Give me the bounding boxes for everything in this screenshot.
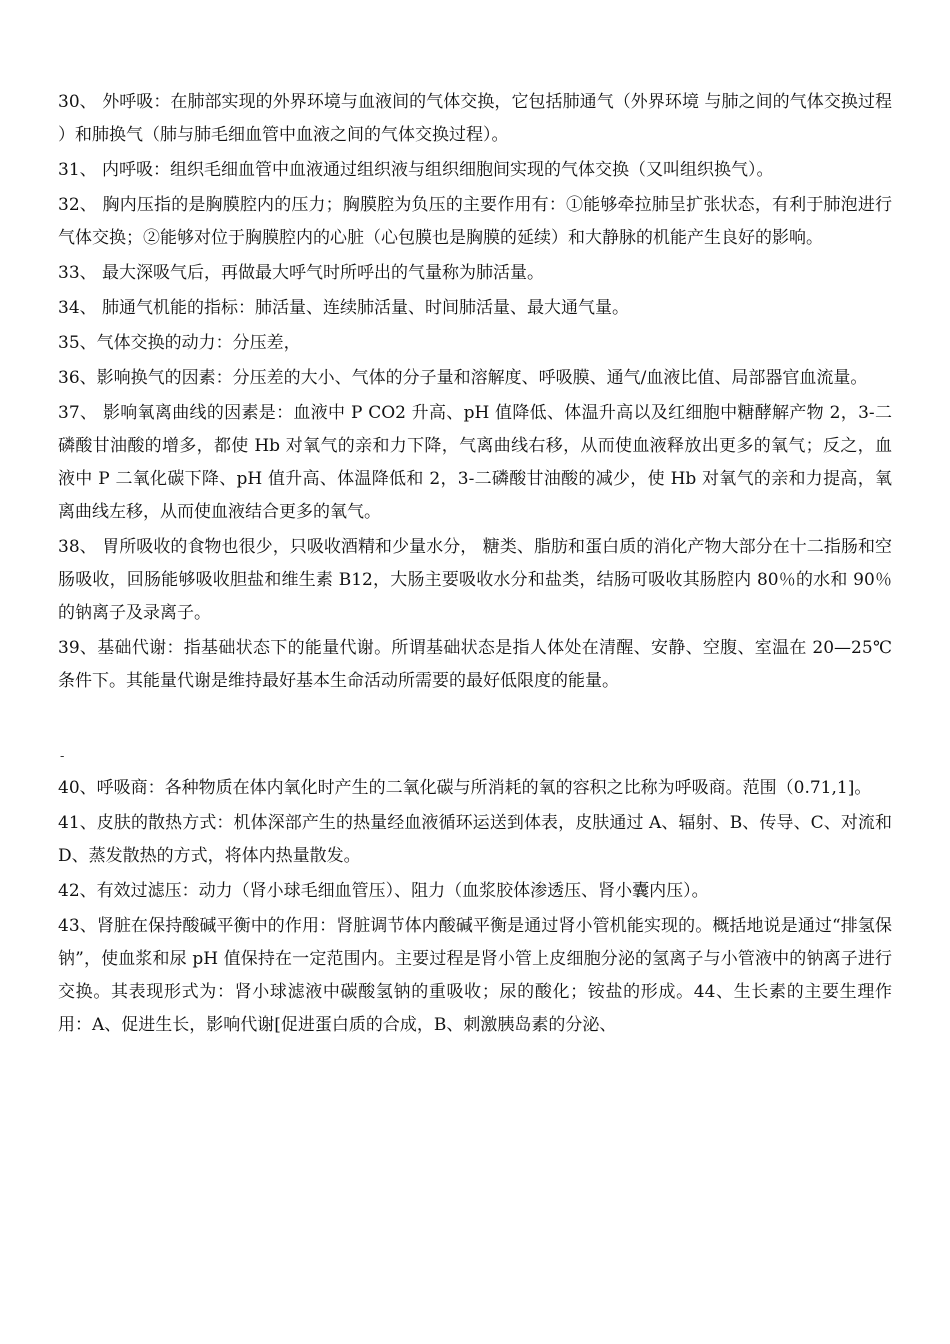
paragraph-34: 34、 肺通气机能的指标：肺活量、连续肺活量、时间肺活量、最大通气量。 bbox=[58, 298, 630, 318]
paragraph-41: 41、皮肤的散热方式：机体深部产生的热量经血液循环运送到体表，皮肤通过 A、辐射、B、传导、C、对流和 D、蒸发散热的方式，将体内热量散发。 bbox=[58, 813, 892, 866]
paragraph-39: 39、基础代谢：指基础状态下的能量代谢。所谓基础状态是指人体处在清醒、安静、空腹、室温在 20—25℃条件下。其能量代谢是维持最好基本生命活动所需要的最好低限度的能量。 bbox=[58, 638, 892, 691]
paragraph-37: 37、 影响氧离曲线的因素是：血液中 P CO2 升高、pH 值降低、体温升高以及红细胞中糖酵解产物 2，3-二磷酸甘油酸的增多，都使 Hb 对氧气的亲和力下降，气离曲线右移，从而使血液释放出更多的氧气；反之，血液中 P 二氧化碳下降、pH 值升高、体温降低和 2，3-二磷酸甘油酸的减少，使 Hb 对氧气的亲和力提高，氧离曲线左移，从而使血液结合更多的氧气。 bbox=[58, 403, 892, 522]
paragraph-38: 38、 胃所吸收的食物也很少，只吸收酒精和少量水分， 糖类、脂肪和蛋白质的消化产物大部分在十二指肠和空肠吸收，回肠能够吸收胆盐和维生素 B12，大肠主要吸收水分和盐类，结肠可吸收其肠腔内 80％的水和 90％的钠离子及录离子。 bbox=[58, 537, 892, 623]
paragraph-30: 30、 外呼吸：在肺部实现的外界环境与血液间的气体交换，它包括肺通气（外界环境 与肺之间的气体交换过程 ）和肺换气（肺与肺毛细血管中血液之间的气体交换过程）。 bbox=[58, 92, 892, 145]
paragraph-32: 32、 胸内压指的是胸膜腔内的压力；胸膜腔为负压的主要作用有：①能够牵拉肺呈扩张状态，有利于肺泡进行气体交换；②能够对位于胸膜腔内的心脏（心包膜也是胸膜的延续）和大静脉的机能产生良好的影响。 bbox=[58, 195, 892, 248]
paragraph-35: 35、气体交换的动力：分压差， bbox=[58, 333, 301, 353]
paragraph-43: 43、肾脏在保持酸碱平衡中的作用：肾脏调节体内酸碱平衡是通过肾小管机能实现的。概括地说是通过“排氢保钠”，使血浆和尿 pH 值保持在一定范围内。主要过程是肾小管上皮细胞分泌的氢离子与小管液中的钠离子进行交换。其表现形式为：肾小球滤液中碳酸氢钠的重吸收；尿的酸化；铵盐的形成。44、生长素的主要生理作用：A、促进生长，影响代谢[促进蛋白质的合成，B、刺激胰岛素的分泌、 bbox=[58, 916, 892, 1035]
paragraph-33: 33、 最大深吸气后，再做最大呼气时所呼出的气量称为肺活量。 bbox=[58, 263, 545, 283]
paragraph-36: 36、影响换气的因素：分压差的大小、气体的分子量和溶解度、呼吸膜、通气/血液比值、局部器官血流量。 bbox=[58, 368, 868, 388]
paragraph-31: 31、 内呼吸：组织毛细血管中血液通过组织液与组织细胞间实现的气体交换（又叫组织换气）。 bbox=[58, 160, 774, 180]
separator-mark: - bbox=[60, 749, 65, 764]
paragraph-40: 40、呼吸商：各种物质在体内氧化时产生的二氧化碳与所消耗的氧的容积之比称为呼吸商。范围（0.71,1]。 bbox=[58, 778, 872, 798]
paragraph-42: 42、有效过滤压：动力（肾小球毛细血管压）、阻力（血浆胶体渗透压、肾小囊内压）。 bbox=[58, 881, 709, 901]
